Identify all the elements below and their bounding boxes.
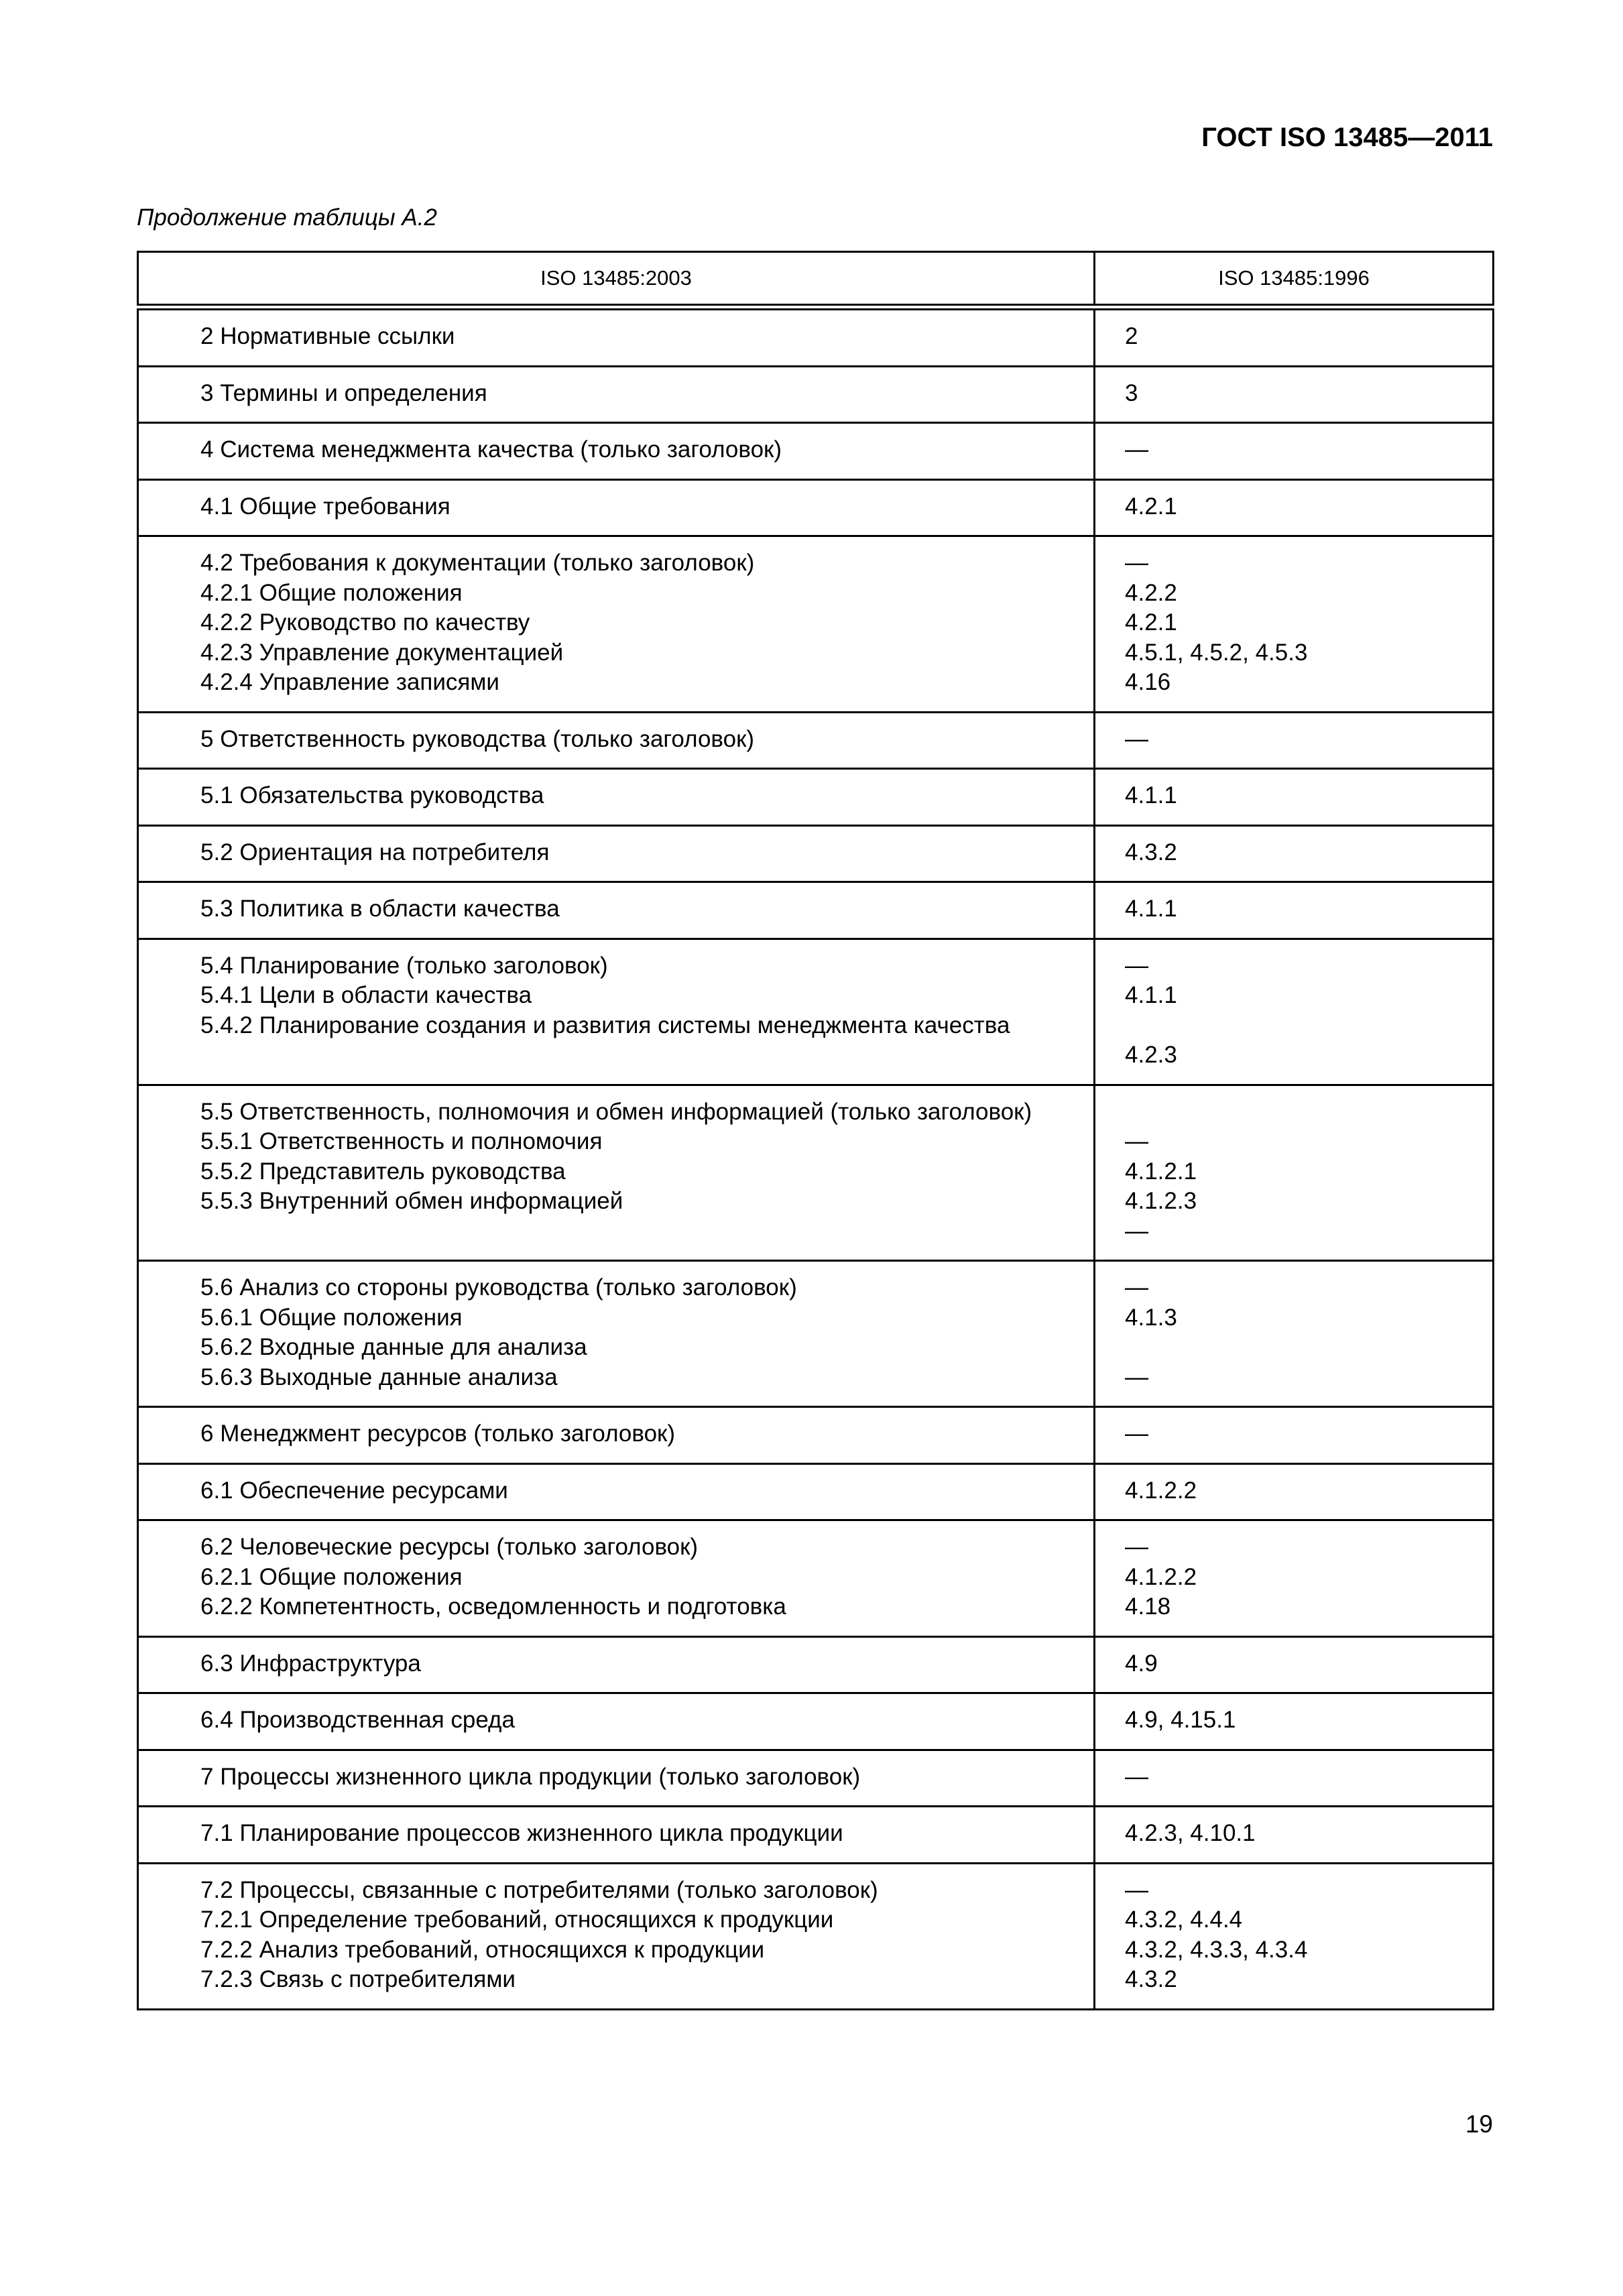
clause-1996-line: — — [1125, 1876, 1148, 1903]
column-header-iso-1996: ISO 13485:1996 — [1095, 252, 1494, 308]
clause-2003-line: 6.4 Производственная среда — [200, 1707, 515, 1733]
clause-2003-cell — [138, 536, 1095, 713]
clause-2003-line: 5.4.2 Планирование создания и развития системы менеджмента качества — [200, 1012, 1010, 1038]
clause-1996-line: 4.1.1 — [1125, 782, 1177, 808]
clause-1996-line: 4.2.1 — [1125, 493, 1177, 520]
clause-1996-line — [1125, 1011, 1486, 1041]
clause-1996-line: — — [1125, 1421, 1148, 1447]
clause-1996-line: 2 — [1125, 323, 1138, 349]
clause-1996-line: 4.3.2, 4.4.4 — [1125, 1907, 1243, 1933]
clause-2003-line: 6.2.1 Общие положения — [200, 1563, 463, 1590]
clause-1996-cell — [1095, 1636, 1494, 1693]
clause-2003-line: 6.1 Обеспечение ресурсами — [200, 1477, 508, 1504]
table-row — [138, 1807, 1494, 1864]
table-body — [138, 307, 1494, 2009]
clause-2003-cell — [138, 1636, 1095, 1693]
clause-1996-cell — [1095, 1085, 1494, 1261]
document-designation: ГОСТ ISO 13485—2011 — [1201, 123, 1493, 152]
clause-2003-line: 7 Процессы жизненного цикла продукции (только заголовок) — [200, 1763, 861, 1790]
clause-1996-line: 4.1.3 — [1125, 1304, 1177, 1331]
column-header-iso-2003: ISO 13485:2003 — [138, 252, 1095, 308]
table-row — [138, 1863, 1494, 2009]
clause-2003-cell — [138, 712, 1095, 769]
table-row — [138, 366, 1494, 423]
clause-1996-line: — — [1125, 550, 1148, 576]
table-row — [138, 536, 1494, 713]
clause-2003-line: 4.2.4 Управление записями — [200, 669, 499, 695]
clause-2003-cell — [138, 1693, 1095, 1750]
clause-1996-cell — [1095, 769, 1494, 826]
clause-1996-line: 4.1.2.2 — [1125, 1477, 1197, 1504]
clause-2003-line: 5.1 Обязательства руководства — [200, 782, 544, 808]
clause-1996-cell — [1095, 1520, 1494, 1637]
table-row — [138, 939, 1494, 1085]
clause-2003-line: 4.2.3 Управление документацией — [200, 639, 564, 666]
clause-1996-line: 4.16 — [1125, 669, 1171, 695]
clause-2003-line: 5.3 Политика в области качества — [200, 896, 560, 922]
clause-1996-cell — [1095, 939, 1494, 1085]
clause-2003-cell — [138, 1520, 1095, 1637]
clause-2003-line: 4.2.2 Руководство по качеству — [200, 609, 530, 636]
table-row — [138, 1261, 1494, 1407]
clause-2003-line: 5 Ответственность руководства (только заголовок) — [200, 725, 755, 752]
clause-2003-line: 4.2 Требования к документации (только заголовок) — [200, 550, 755, 576]
clause-1996-cell — [1095, 1463, 1494, 1520]
table-row — [138, 825, 1494, 882]
clause-1996-cell — [1095, 536, 1494, 713]
clause-2003-cell — [138, 1463, 1095, 1520]
clause-1996-line: — — [1125, 1534, 1148, 1560]
clause-1996-line: 4.9, 4.15.1 — [1125, 1707, 1236, 1733]
clause-2003-cell — [138, 1807, 1095, 1864]
clause-1996-line: — — [1125, 1274, 1148, 1301]
correspondence-table — [137, 251, 1494, 2010]
table-row — [138, 1750, 1494, 1807]
clause-1996-cell — [1095, 1407, 1494, 1464]
clause-2003-cell — [138, 1863, 1095, 2009]
table-row — [138, 1463, 1494, 1520]
table-row — [138, 1636, 1494, 1693]
table-row — [138, 479, 1494, 536]
clause-1996-cell — [1095, 479, 1494, 536]
clause-1996-cell — [1095, 423, 1494, 480]
clause-2003-cell — [138, 1085, 1095, 1261]
clause-1996-line: 4.3.2, 4.3.3, 4.3.4 — [1125, 1936, 1308, 1963]
clause-1996-line: 4.9 — [1125, 1650, 1158, 1677]
clause-2003-line: 5.5 Ответственность, полномочия и обмен информацией (только заголовок) — [200, 1098, 1032, 1125]
clause-1996-line: — — [1125, 1763, 1148, 1790]
clause-1996-cell — [1095, 1807, 1494, 1864]
table-row — [138, 307, 1494, 366]
table-row — [138, 882, 1494, 939]
clause-1996-cell — [1095, 1863, 1494, 2009]
clause-1996-line: 4.1.1 — [1125, 982, 1177, 1008]
clause-2003-cell — [138, 479, 1095, 536]
table-row — [138, 769, 1494, 826]
clause-1996-line: 4.3.2 — [1125, 1966, 1177, 1992]
clause-2003-cell — [138, 939, 1095, 1085]
clause-1996-line: 3 — [1125, 379, 1138, 406]
clause-1996-cell — [1095, 1750, 1494, 1807]
clause-2003-line: 5.5.2 Представитель руководства — [200, 1158, 566, 1185]
clause-2003-line: 7.2 Процессы, связанные с потребителями (только заголовок) — [200, 1876, 878, 1903]
clause-2003-cell — [138, 825, 1095, 882]
clause-1996-line: 4.1.2.3 — [1125, 1188, 1197, 1214]
clause-1996-line: — — [1125, 1217, 1148, 1244]
clause-2003-line: 7.2.2 Анализ требований, относящихся к продукции — [200, 1936, 765, 1963]
clause-2003-line: 5.2 Ориентация на потребителя — [200, 839, 550, 865]
clause-2003-line: 6 Менеджмент ресурсов (только заголовок) — [200, 1421, 676, 1447]
clause-2003-line: 5.6.3 Выходные данные анализа — [200, 1364, 558, 1390]
table-row — [138, 712, 1494, 769]
clause-2003-cell — [138, 1750, 1095, 1807]
clause-2003-cell — [138, 882, 1095, 939]
clause-2003-line: 2 Нормативные ссылки — [200, 323, 455, 349]
clause-1996-line: 4.5.1, 4.5.2, 4.5.3 — [1125, 639, 1308, 666]
clause-2003-line: 6.2.2 Компетентность, осведомленность и подготовка — [200, 1593, 786, 1620]
table-caption: Продолжение таблицы А.2 — [137, 204, 437, 231]
clause-1996-line: — — [1125, 1128, 1148, 1154]
clause-1996-line: 4.1.2.1 — [1125, 1158, 1197, 1185]
clause-1996-line — [1125, 1333, 1486, 1363]
clause-1996-cell — [1095, 1261, 1494, 1407]
clause-2003-line: 7.1 Планирование процессов жизненного цикла продукции — [200, 1820, 843, 1846]
clause-2003-line: 5.6 Анализ со стороны руководства (только заголовок) — [200, 1274, 797, 1301]
clause-2003-line: 6.3 Инфраструктура — [200, 1650, 421, 1677]
clause-1996-line: 4.3.2 — [1125, 839, 1177, 865]
clause-1996-line — [1125, 1097, 1486, 1128]
clause-1996-line: 4.2.1 — [1125, 609, 1177, 636]
clause-1996-line: 4.2.3 — [1125, 1042, 1177, 1068]
table-row — [138, 1085, 1494, 1261]
clause-2003-line: 5.5.3 Внутренний обмен информацией — [200, 1188, 623, 1214]
table-row — [138, 1520, 1494, 1637]
clause-2003-line: 7.2.1 Определение требований, относящихся к продукции — [200, 1907, 834, 1933]
table-header-row — [138, 252, 1494, 308]
clause-1996-line: 4.2.3, 4.10.1 — [1125, 1820, 1256, 1846]
clause-2003-cell — [138, 307, 1095, 366]
clause-2003-line: 6.2 Человеческие ресурсы (только заголовок) — [200, 1534, 699, 1560]
clause-2003-line: 4.1 Общие требования — [200, 493, 450, 520]
clause-1996-cell — [1095, 882, 1494, 939]
clause-1996-line: 4.1.2.2 — [1125, 1563, 1197, 1590]
clause-2003-line: 4 Система менеджмента качества (только заголовок) — [200, 436, 782, 463]
clause-2003-line: 7.2.3 Связь с потребителями — [200, 1966, 516, 1992]
clause-1996-cell — [1095, 366, 1494, 423]
clause-1996-cell — [1095, 1693, 1494, 1750]
table-row — [138, 1407, 1494, 1464]
clause-1996-line: — — [1125, 725, 1148, 752]
table-row — [138, 1693, 1494, 1750]
clause-1996-cell — [1095, 712, 1494, 769]
clause-1996-line: 4.1.1 — [1125, 896, 1177, 922]
clause-2003-line: 5.4 Планирование (только заголовок) — [200, 952, 608, 979]
table-row — [138, 423, 1494, 480]
clause-1996-line: — — [1125, 436, 1148, 463]
clause-2003-cell — [138, 366, 1095, 423]
clause-2003-cell — [138, 1261, 1095, 1407]
page-number: 19 — [1465, 2110, 1493, 2138]
clause-1996-cell — [1095, 307, 1494, 366]
clause-2003-cell — [138, 769, 1095, 826]
clause-2003-line: 5.6.1 Общие положения — [200, 1304, 463, 1331]
clause-2003-line: 5.5.1 Ответственность и полномочия — [200, 1128, 603, 1154]
clause-2003-line: 5.4.1 Цели в области качества — [200, 982, 532, 1008]
clause-1996-line: 4.18 — [1125, 1593, 1171, 1620]
clause-1996-cell — [1095, 825, 1494, 882]
clause-2003-cell — [138, 1407, 1095, 1464]
clause-2003-cell — [138, 423, 1095, 480]
clause-1996-line: — — [1125, 1364, 1148, 1390]
clause-1996-line: — — [1125, 952, 1148, 979]
clause-1996-line: 4.2.2 — [1125, 579, 1177, 606]
clause-2003-line: 4.2.1 Общие положения — [200, 579, 463, 606]
clause-2003-line: 5.6.2 Входные данные для анализа — [200, 1334, 587, 1360]
clause-2003-line: 3 Термины и определения — [200, 379, 487, 406]
